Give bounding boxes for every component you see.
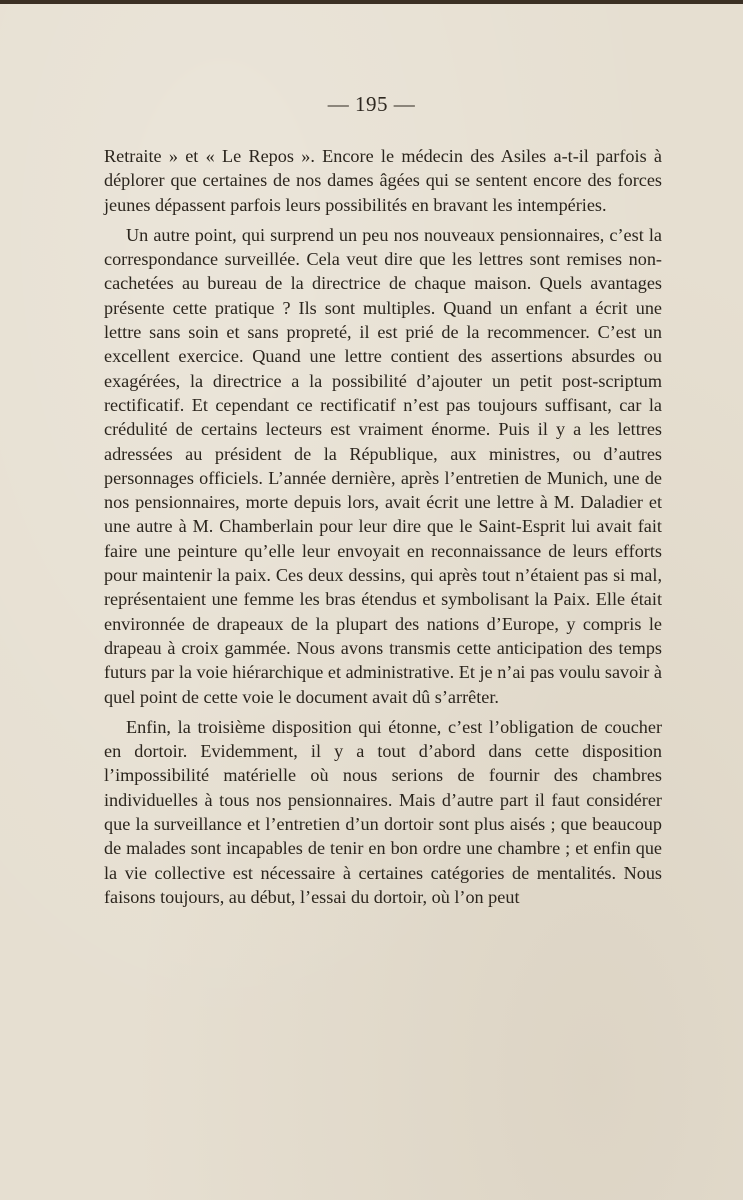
page-number: — 195 — (327, 92, 416, 116)
paragraph-1: Retraite » et « Le Repos ». Encore le médecin des Asiles a-t-il parfois à déplorer que certaines de nos dames âgées qui se sentent encore des forces jeunes dépassent parfois leurs possibilités en bravant les intempéries. (104, 146, 662, 215)
paragraph-3: Enfin, la troisième disposition qui étonne, c’est l’obligation de coucher en dortoir. Evidemment, il y a tout d’abord dans cette disposition l’impossibilité matérielle où nous serions de fournir des chambres individuelles à tous nos pensionnaires. Mais d’autre part il faut considérer que la surveillance et l’entretien d’un dortoir sont plus aisés ; que beaucoup de malades sont incapables de tenir en bon ordre une chambre ; et enfin que la vie collective est nécessaire à certaines catégories de mentalités. Nous faisons toujours, au début, l’essai du dortoir, où l’on peut (104, 716, 662, 907)
page-top-edge (0, 0, 743, 4)
body-text (104, 144, 662, 909)
paragraph-2: Un autre point, qui surprend un peu nos nouveaux pensionnaires, c’est la correspondance surveillée. Cela veut dire que les lettres sont remises non-cachetées au bureau de la directrice de chaque maison. Quels avantages présente cette pratique ? Ils sont multiples. Quand un enfant a écrit une lettre sans soin et sans propreté, il est prié de la recommencer. C’est un excellent exercice. Quand une lettre contient des assertions absurdes ou exagérées, la directrice a la possibilité d’ajouter un petit post-scriptum rectificatif. Et cependant ce rectificatif n’est pas toujours suffisant, car la crédulité de certains lecteurs est vraiment énorme. Puis il y a les lettres adressées au président de la République, aux ministres, ou d’autres personnages officiels. L’année dernière, après l’entretien de Munich, une de nos pensionnaires, morte depuis lors, avait écrit une lettre à M. Daladier et une autre à M. Chamberlain pour leur dire que le Saint-Esprit lui avait fait faire une peinture qu’elle leur envoyait en reconnaissance de leurs efforts pour maintenir la paix. Ces deux dessins, qui après tout n’étaient pas si mal, représentaient une femme les bras étendus et symbolisant la Paix. Elle était environnée de drapeaux de la plupart des nations d’Europe, y compris le drapeau à croix gammée. Nous avons transmis cette anticipation des temps futurs par la voie hiérarchique et administrative. Et je n’ai pas voulu savoir à quel point de cette voie le document avait dû s’arrêter. (104, 224, 662, 707)
